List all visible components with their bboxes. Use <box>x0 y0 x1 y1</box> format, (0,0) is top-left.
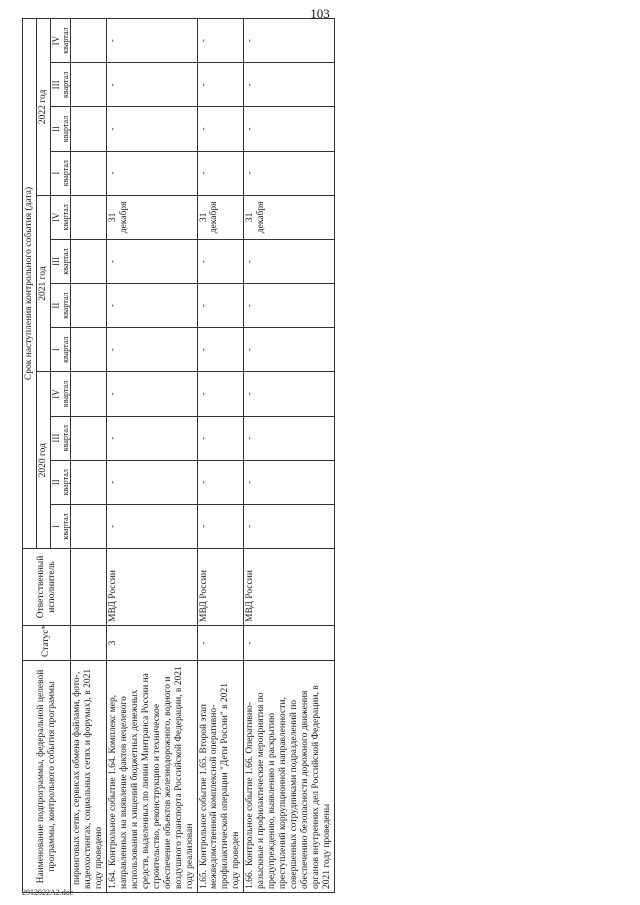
responsible-cell <box>71 549 107 626</box>
date-cell: - <box>107 107 197 151</box>
quarter-word: квартал <box>61 248 71 275</box>
table-row <box>244 19 334 893</box>
footer-filename: 2912022A2.doc <box>22 888 74 897</box>
date-cell: - <box>197 19 244 63</box>
date-cell: - <box>107 328 197 372</box>
quarter-numeral: I <box>50 348 61 352</box>
date-cell: 31 декабря <box>197 195 244 239</box>
quarter-word: квартал <box>61 292 71 319</box>
date-cell: - <box>107 284 197 328</box>
date-cell: - <box>244 107 334 151</box>
responsible-cell: МВД России <box>197 549 244 626</box>
date-cell <box>71 151 107 195</box>
date-cell: - <box>244 63 334 107</box>
date-cell: 31 декабря <box>244 195 334 239</box>
quarter-header <box>50 460 71 504</box>
quarter-header <box>50 63 71 107</box>
date-cell: - <box>244 19 334 63</box>
quarter-word: квартал <box>61 160 71 187</box>
header-name: Наименование подпрограммы, федеральной целевой программы, контрольного события программы <box>23 661 71 893</box>
event-name-cell <box>244 661 334 893</box>
date-cell: - <box>197 460 244 504</box>
status-cell: 3 <box>107 626 197 661</box>
quarter-numeral: III <box>50 256 61 266</box>
table-row <box>107 19 197 893</box>
date-cell: - <box>244 328 334 372</box>
date-cell <box>71 195 107 239</box>
quarter-header <box>50 151 71 195</box>
event-text: пиринговых сетях, сервисах обмена файлами, фото-, видеохостингах, социальных сетях и форумах), в 2021 году проведено <box>72 668 105 889</box>
date-cell: - <box>107 239 197 283</box>
date-cell: - <box>244 460 334 504</box>
date-cell <box>71 328 107 372</box>
quarter-header <box>50 284 71 328</box>
date-cell: - <box>197 107 244 151</box>
date-cell: - <box>197 284 244 328</box>
quarter-numeral: II <box>50 126 61 133</box>
quarter-word: квартал <box>61 513 71 540</box>
quarter-header <box>50 195 71 239</box>
control-events-table <box>22 18 335 893</box>
date-cell: - <box>107 504 197 548</box>
date-cell: - <box>244 416 334 460</box>
header-year-2020: 2020 год <box>36 372 50 549</box>
quarter-header <box>50 416 71 460</box>
quarter-header <box>50 328 71 372</box>
header-year-2022: 2022 год <box>36 19 50 196</box>
status-cell: - <box>197 626 244 661</box>
date-cell: 31 декабря <box>107 195 197 239</box>
quarter-word: квартал <box>61 380 71 408</box>
status-cell <box>71 626 107 661</box>
date-cell <box>71 107 107 151</box>
responsible-cell: МВД России <box>244 549 334 626</box>
date-cell: - <box>197 328 244 372</box>
quarter-numeral: IV <box>50 212 61 223</box>
quarter-header <box>50 19 71 63</box>
header-status: Статус* <box>23 626 71 661</box>
date-cell: - <box>107 460 197 504</box>
quarter-numeral: IV <box>50 389 61 399</box>
date-cell: - <box>244 372 334 416</box>
date-cell <box>71 504 107 548</box>
table-body <box>71 19 334 893</box>
quarter-header <box>50 107 71 151</box>
date-cell: - <box>244 504 334 548</box>
table-wrapper <box>22 18 622 893</box>
date-cell <box>71 19 107 63</box>
responsible-cell: МВД России <box>107 549 197 626</box>
date-cell <box>71 63 107 107</box>
quarter-numeral: I <box>50 171 61 175</box>
date-cell <box>71 239 107 283</box>
quarter-numeral: III <box>50 80 61 90</box>
quarter-word: квартал <box>61 27 71 54</box>
quarter-header <box>50 504 71 548</box>
date-cell: - <box>244 151 334 195</box>
event-name-cell <box>107 661 197 893</box>
header-year-2021: 2021 год <box>36 195 50 372</box>
date-cell: - <box>107 19 197 63</box>
quarter-word: квартал <box>61 204 71 231</box>
date-cell: - <box>197 416 244 460</box>
quarter-numeral: II <box>50 302 61 309</box>
date-cell <box>71 284 107 328</box>
date-cell: - <box>107 63 197 107</box>
quarter-word: квартал <box>61 469 71 496</box>
date-cell: - <box>197 239 244 283</box>
date-cell: - <box>197 151 244 195</box>
date-cell <box>71 372 107 416</box>
quarter-word: квартал <box>61 115 71 143</box>
quarter-word: квартал <box>61 425 71 452</box>
header-term: Срок наступления контрольного события (дата) <box>23 19 37 549</box>
quarter-header <box>50 372 71 416</box>
header-responsible: Ответственный исполнитель <box>23 549 71 626</box>
date-cell: - <box>244 284 334 328</box>
table-row <box>197 19 244 893</box>
rotated-page-area <box>22 18 640 889</box>
table-row <box>71 19 107 893</box>
event-name-cell <box>197 661 244 893</box>
status-cell: - <box>244 626 334 661</box>
date-cell: - <box>197 504 244 548</box>
quarter-numeral: I <box>50 524 61 528</box>
date-cell: - <box>107 151 197 195</box>
date-cell: - <box>107 372 197 416</box>
quarter-header <box>50 239 71 283</box>
date-cell: - <box>197 63 244 107</box>
quarter-numeral: IV <box>50 35 61 46</box>
date-cell: - <box>244 239 334 283</box>
event-text: Контрольное событие 1.64. Комплекс мер, направленных на выявление фактов нецелевого использования и хищений бюджетных денежных средств, выделенных по линии Минтранса России на строительство, реконструкцию и техническое обеспечение объектов железнодорожного, водного и воздушного транспорта Российской Федерации, в 2021 году реализован <box>108 666 195 889</box>
page-number: 103 <box>310 6 330 21</box>
event-number: 1.65. <box>198 870 209 889</box>
quarter-numeral: II <box>50 479 61 486</box>
event-number: 1.64. <box>108 870 119 889</box>
event-text: Контрольное событие 1.66. Оперативно-разыскные и профилактические мероприятия по предупреждению, выявлению и раскрытию преступлений коррупционной направленности, совершенных сотрудниками подразделений по обеспечению безопасности дорожного движения органов внутренних дел Российской Федерации, в 2021 году проведены <box>245 685 332 889</box>
quarter-numeral: III <box>50 433 61 443</box>
date-cell <box>71 460 107 504</box>
event-text: Контрольное событие 1.65. Второй этап межведомственной комплексной оперативно-профилактической операции "Дети России" в 2021 году проведен <box>198 683 242 889</box>
date-cell <box>71 416 107 460</box>
quarter-word: квартал <box>61 71 71 98</box>
date-cell: - <box>197 372 244 416</box>
event-name-cell <box>71 661 107 893</box>
date-cell: - <box>107 416 197 460</box>
event-number: 1.66. <box>245 870 256 889</box>
quarter-word: квартал <box>61 336 71 363</box>
